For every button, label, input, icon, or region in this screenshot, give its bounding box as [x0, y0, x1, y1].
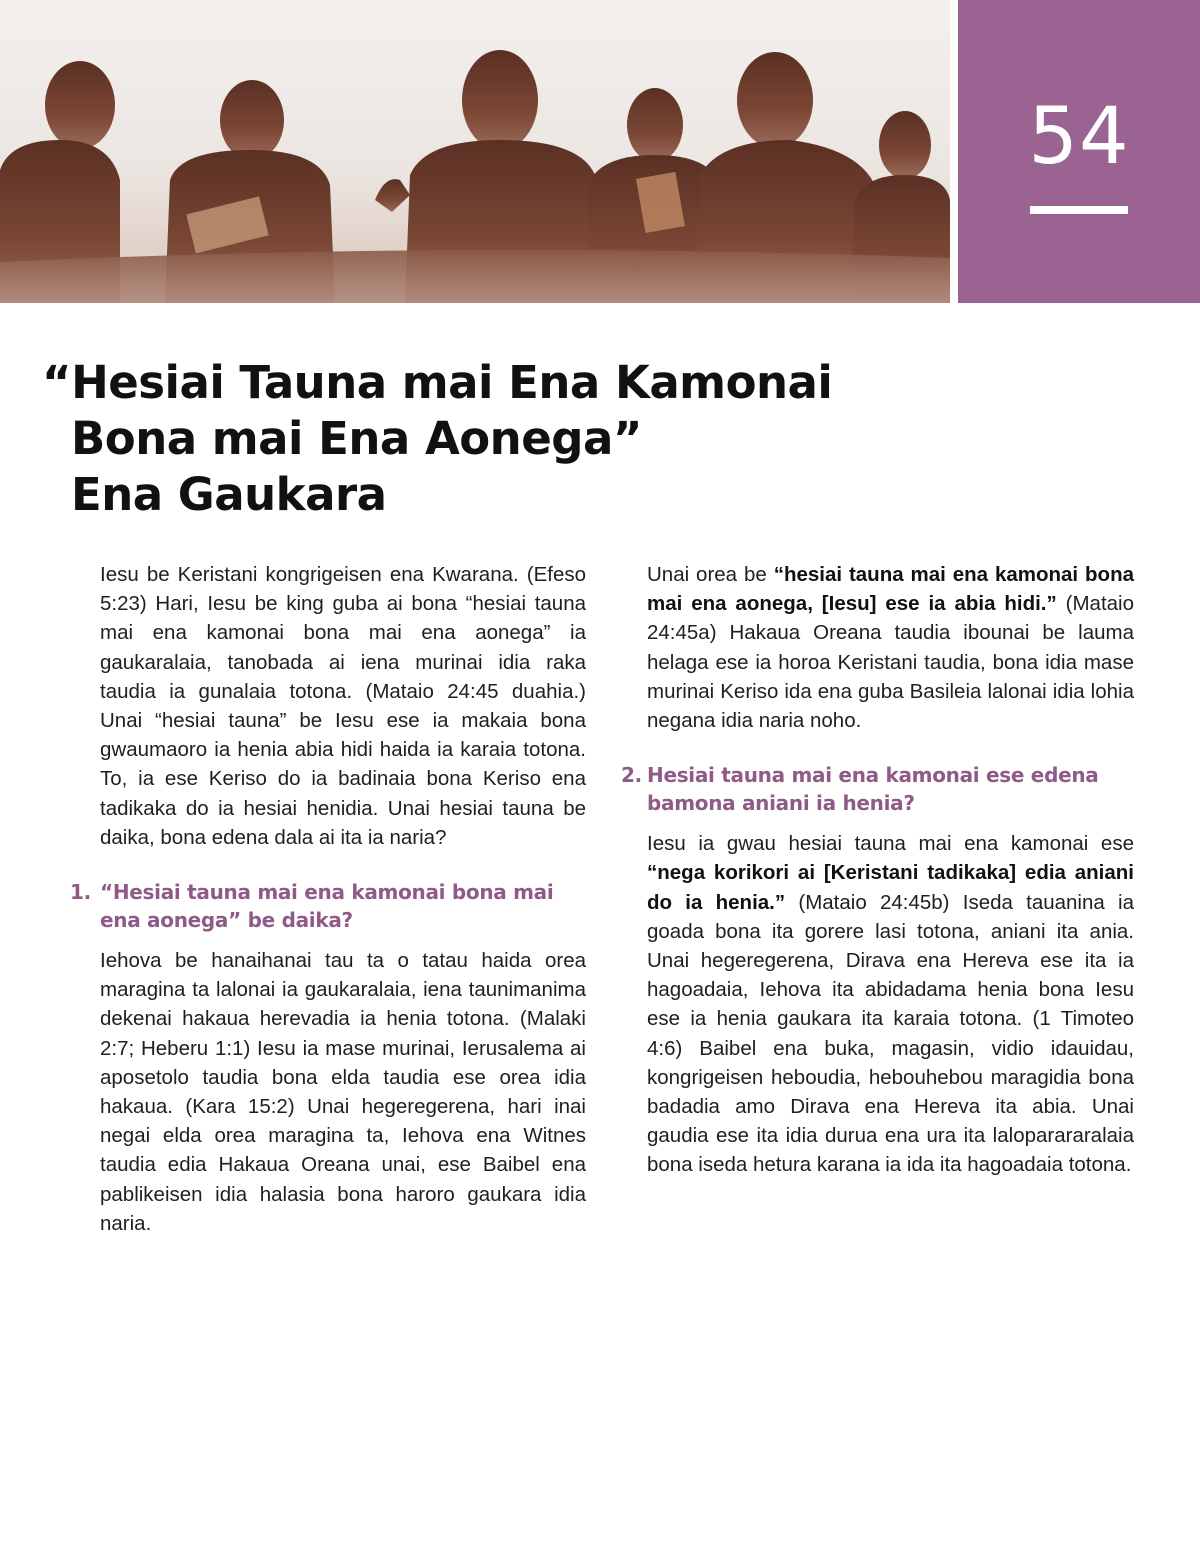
badge-underline — [1030, 206, 1128, 214]
answer-1-paragraph: Iehova be hanaihanai tau ta o tatau haida orea maragina ta lalonai ia gaukaralaia, iena taunimanima dekenai hakaua herevadia ia henia totona. (Malaki 2:7; Heberu 1:1) Iesu ia mase murinai, Ierusalema ai aposetolo taudia bona elda taudia ese orea idia hakaua. (Kara 15:2) Unai hegeregerena, hari inai negai elda orea maragina ta, Iehova ena Witnes taudia edia Hakaua Oreana unai, ese Baibel ena pablikeisen idia halasia bona haroro gaukara idia naria. — [100, 949, 586, 1235]
question-2 — [621, 761, 1134, 817]
elders-silhouette-image — [0, 0, 950, 303]
answer-2-post: (Mataio 24:45b) Iseda tauanina ia goada bona ita gorere lasi totona, aniani ita ania. Unai hegeregerena, Dirava ena Hereva ese ita ia hagoadaia, Iehova ita abidadama henia bona Iesu ese ia henia gaukara ita karaia totona. (1 Timoteo 4:6) Baibel ena buka, magasin, vidio idauidau, kongrigeisen heboudia, hebouhebou maragidia bona badadia amo Dirava ena Hereva ita abia. Unai gaudia ese ita idia durua ena ura ita laloparararalaia bona iseda hetura karana ia ida ita hagoadaia totona. — [647, 890, 1134, 1177]
answer-1-cont-pre: Unai orea be — [647, 563, 774, 586]
lesson-badge — [958, 0, 1200, 303]
lesson-number: 54 — [1028, 92, 1130, 182]
intro-paragraph: Iesu be Keristani kongrigeisen ena Kwarana. (Efeso 5:23) Hari, Iesu be king guba ai bona “hesiai tauna mai ena kamonai bona mai ena aonega” ia gaukaralaia, tanobada ai iena murinai idia raka taudia ia gunalaia totona. (Mataio 24:45 duahia.) Unai “hesiai tauna” be Iesu ese ia makaia bona gwaumaoro ia henia abia hidi haida ia karaia totona. To, ia ese Keriso do ia badinaia bona Keriso ena tadikaka do ia hesiai henidia. Unai hesiai tauna be daika, bona edena dala ai ita ia naria? — [100, 563, 586, 849]
answer-1-continued — [647, 560, 1134, 735]
answer-1-cont-post: (Mataio 24:45a) Hakaua Oreana taudia ibounai be lauma helaga ese ia horoa Keristani taudia, bona idia mase murinai Keriso ida ena guba Basileia lalonai idia lohia negana idia naria noho. — [647, 592, 1134, 733]
question-1-text: “Hesiai tauna mai ena kamonai bona mai ena aonega” be daika? — [100, 880, 554, 933]
header-photo — [0, 0, 950, 303]
answer-2-scripture-quote: “nega korikori ai [Keristani tadikaka] edia aniani do ia henia.” — [647, 861, 1134, 914]
question-1-number: 1. — [70, 880, 91, 905]
title-line-1: “Hesiai Tauna mai Ena Kamonai — [42, 356, 833, 409]
lesson-title — [42, 355, 842, 523]
left-column — [70, 560, 586, 1238]
title-line-2: Bona mai Ena Aonega” — [71, 412, 642, 465]
answer-2-pre: Iesu ia gwau hesiai tauna mai ena kamonai ese — [647, 832, 1134, 856]
question-1 — [70, 878, 586, 934]
question-2-number: 2. — [621, 763, 642, 788]
question-2-text: Hesiai tauna mai ena kamonai ese edena bamona aniani ia henia? — [647, 763, 1099, 816]
right-column — [621, 560, 1134, 1180]
answer-1-scripture-quote: “hesiai tauna mai ena kamonai bona mai ena aonega, [Iesu] ese ia abia hidi.” — [647, 563, 1134, 616]
title-line-3: Ena Gaukara — [71, 468, 387, 521]
answer-2-paragraph — [647, 829, 1134, 1179]
